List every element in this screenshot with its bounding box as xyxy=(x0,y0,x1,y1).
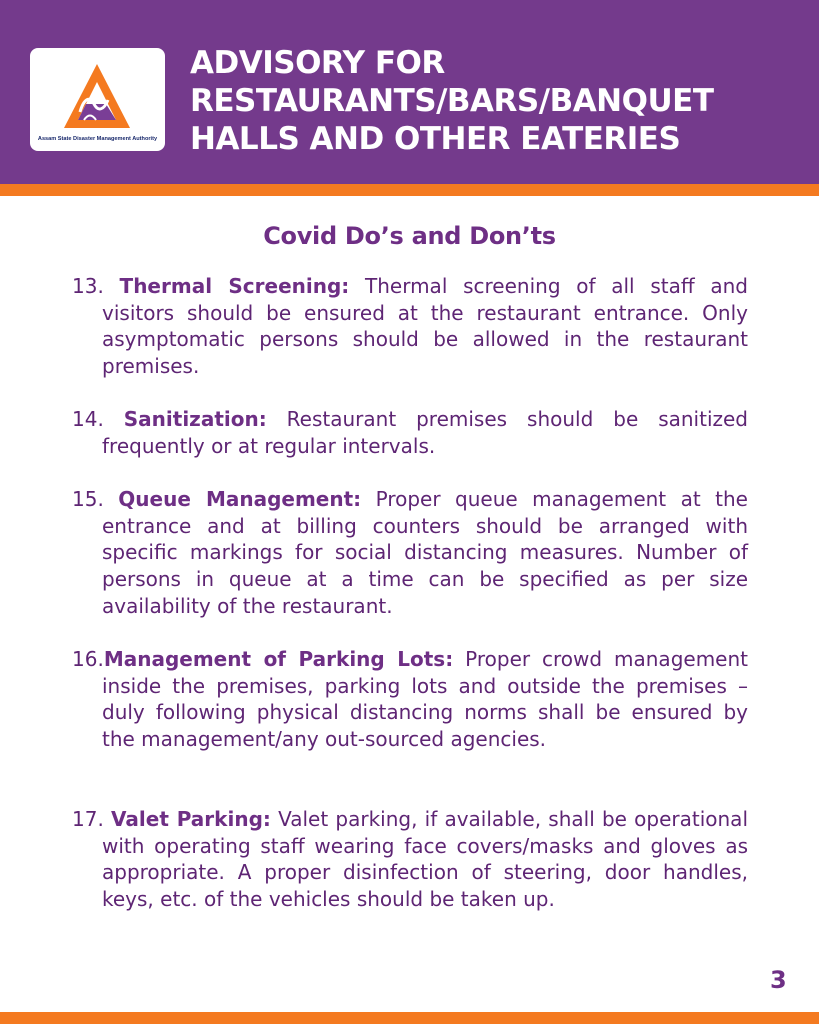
list-item-sanitization xyxy=(72,406,748,459)
item-heading: Queue Management: xyxy=(118,487,362,511)
item-text: Thermal screening of all staff and visitors should be ensured at the restaurant entrance. Only asymptomatic persons should be allowed in the restaurant premises. xyxy=(102,274,748,379)
title-line: HALLS AND OTHER EATERIES xyxy=(190,121,681,157)
item-heading: Sanitization: xyxy=(123,407,267,431)
item-text: Valet parking, if available, shall be operational with operating staff wearing face covers/masks and gloves as appropriate. A proper disinfection of steering, door handles, keys, etc. of the vehicles should be taken up. xyxy=(102,807,748,912)
list-item-queue-management xyxy=(72,486,748,620)
page-title xyxy=(190,44,713,158)
item-number: 14. xyxy=(72,407,124,431)
list-item-parking-lots xyxy=(72,646,748,753)
item-text: Restaurant premises should be sanitized frequently or at regular intervals. xyxy=(102,407,748,458)
header-banner xyxy=(0,0,819,184)
item-number: 15. xyxy=(72,487,119,511)
item-heading: Management of Parking Lots: xyxy=(103,647,454,671)
list-item-thermal-screening xyxy=(72,273,748,380)
asdma-logo xyxy=(30,48,165,151)
item-number: 16. xyxy=(72,647,104,671)
item-text: Proper crowd management inside the premises, parking lots and outside the premises – duly following physical distancing norms shall be ensured by the management/any out-sourced agencies. xyxy=(102,647,748,752)
item-heading: Valet Parking: xyxy=(111,807,271,831)
list-item-valet-parking xyxy=(72,806,748,913)
item-text: Proper queue management at the entrance and at billing counters should be arranged with specific markings for social distancing measures. Number of persons in queue at a time can be specified as per size availability of the restaurant. xyxy=(102,487,748,618)
header-orange-stripe xyxy=(0,184,819,196)
logo-caption: Assam State Disaster Management Authority xyxy=(37,136,158,142)
title-line: RESTAURANTS/BARS/BANQUET xyxy=(190,83,714,119)
title-line: ADVISORY FOR xyxy=(190,45,445,81)
item-number: 13. xyxy=(72,274,120,298)
page-number: 3 xyxy=(770,966,787,994)
item-heading: Thermal Screening: xyxy=(119,274,350,298)
footer-orange-stripe xyxy=(0,1012,819,1024)
section-title: Covid Do’s and Don’ts xyxy=(263,222,556,250)
item-number: 17. xyxy=(72,807,112,831)
